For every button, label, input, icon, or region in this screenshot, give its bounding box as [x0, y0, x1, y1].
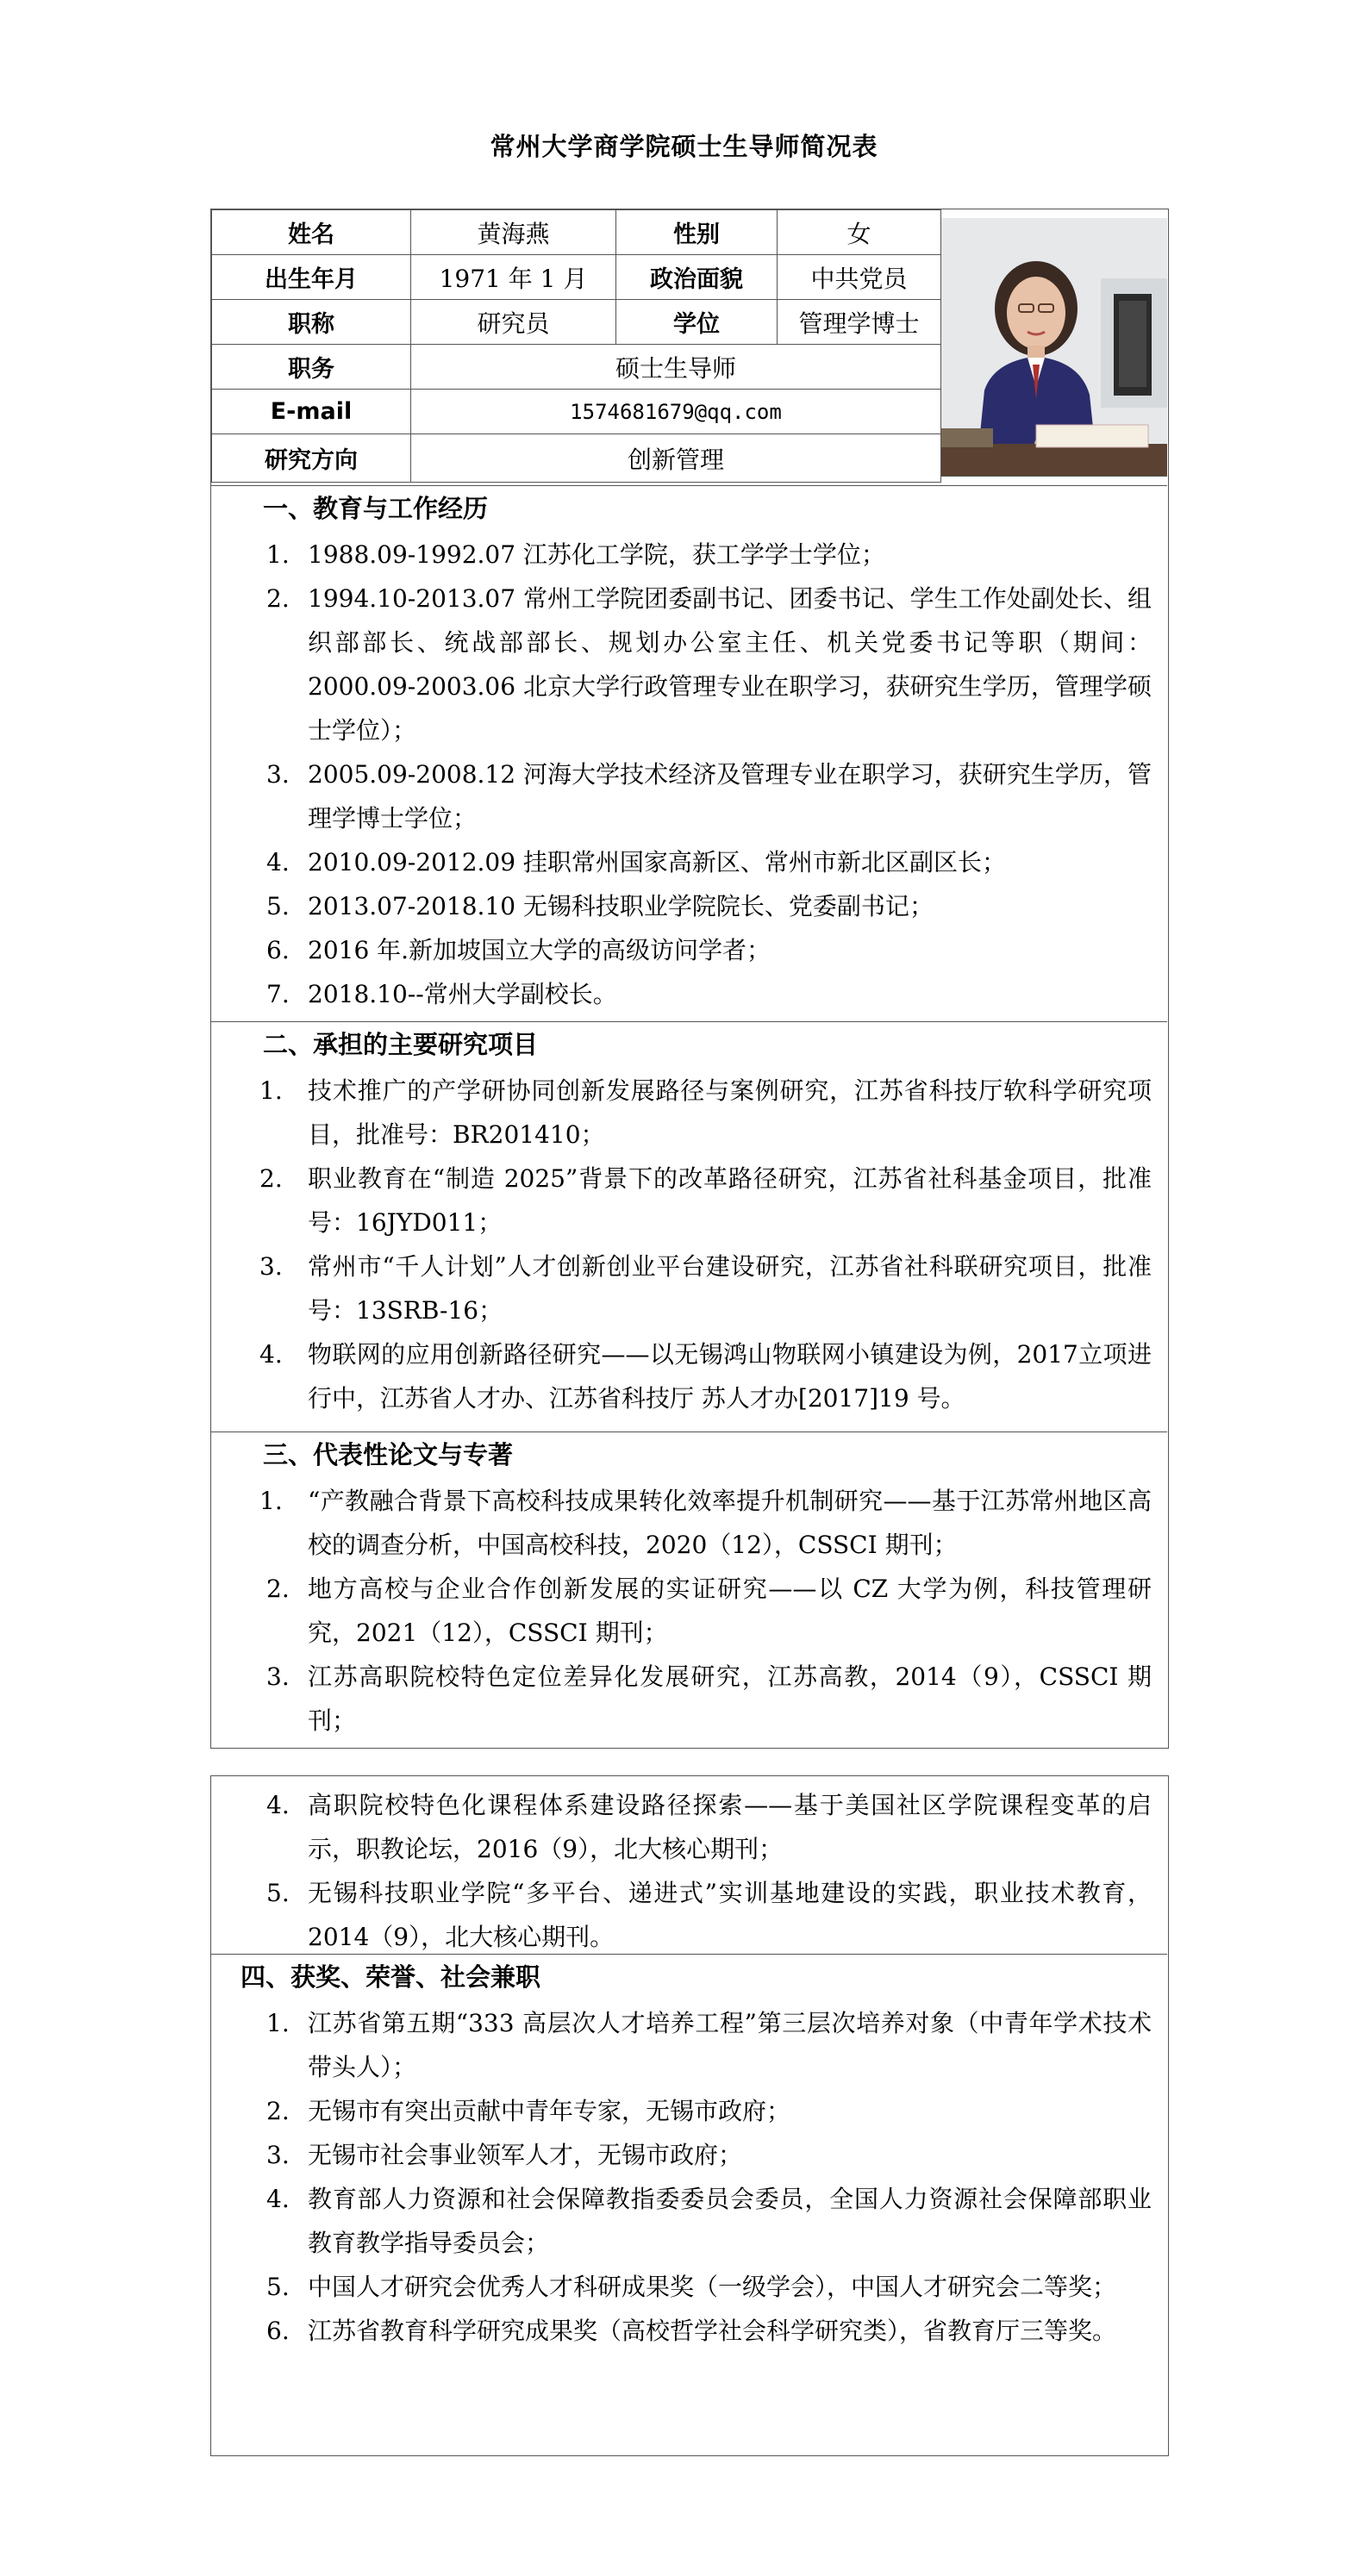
item-text: 常州市“千人计划”人才创新创业平台建设研究，江苏省社科联研究项目，批准号：13SRB-16； — [308, 1252, 1152, 1325]
list-item — [211, 840, 1167, 884]
papers-list — [211, 1479, 1167, 1743]
list-item — [211, 2265, 1167, 2309]
education-list — [211, 533, 1167, 1016]
birth-label: 出生年月 — [212, 255, 411, 300]
list-item — [211, 1332, 1167, 1420]
item-text: 江苏省第五期“333 高层次人才培养工程”第三层次培养对象（中青年学术技术带头人）； — [308, 2009, 1152, 2081]
gender-value: 女 — [778, 210, 941, 255]
research-value: 创新管理 — [411, 434, 941, 483]
item-number: 2. — [266, 584, 290, 613]
research-label: 研究方向 — [212, 434, 411, 483]
section-papers-continued — [211, 1776, 1167, 1954]
list-item — [211, 972, 1167, 1016]
item-text: 2016 年.新加坡国立大学的高级访问学者； — [308, 936, 771, 964]
item-text: 江苏省教育科学研究成果奖（高校哲学社会科学研究类），省教育厅三等奖。 — [308, 2317, 1117, 2345]
list-item — [211, 2133, 1167, 2177]
section-heading: 二、承担的主要研究项目 — [263, 1030, 539, 1059]
awards-list — [211, 2001, 1167, 2353]
item-text: 1994.10-2013.07 常州工学院团委副书记、团委书记、学生工作处副处长、组织部部长、统战部部长、规划办公室主任、机关党委书记等职（期间：2000.09-2003.06 北京大学行政管理专业在职学习，获研究生学历，管理学硕士学位）； — [308, 584, 1152, 745]
item-number: 2. — [266, 2097, 290, 2125]
item-text: 高职院校特色化课程体系建设路径探索——基于美国社区学院课程变革的启示，职教论坛，2016（9），北大核心期刊； — [308, 1791, 1152, 1863]
list-item — [211, 1157, 1167, 1244]
degree-value: 管理学博士 — [778, 300, 941, 345]
section-heading: 四、获奖、荣誉、社会兼职 — [240, 1962, 541, 1992]
list-item — [211, 1655, 1167, 1743]
list-item — [211, 533, 1167, 577]
personal-info — [211, 209, 1167, 485]
item-text: 2013.07-2018.10 无锡科技职业学院院长、党委副书记； — [308, 892, 934, 920]
name-label: 姓名 — [212, 210, 411, 255]
section-awards — [211, 1954, 1167, 2454]
item-number: 5. — [266, 2273, 290, 2301]
item-number: 7. — [266, 980, 290, 1008]
item-text: 教育部人力资源和社会保障教指委委员会委员，全国人力资源社会保障部职业教育教学指导委员会； — [308, 2185, 1152, 2257]
name-value: 黄海燕 — [411, 210, 616, 255]
gender-label: 性别 — [616, 210, 778, 255]
section-papers — [211, 1431, 1167, 1750]
item-number: 3. — [259, 1252, 283, 1281]
list-item — [211, 2089, 1167, 2133]
item-text: 2018.10--常州大学副校长。 — [308, 980, 617, 1008]
item-number: 1. — [259, 1487, 283, 1515]
section-heading: 三、代表性论文与专著 — [263, 1440, 514, 1469]
politics-label: 政治面貌 — [616, 255, 778, 300]
section-education — [211, 485, 1167, 1008]
item-text: 2005.09-2008.12 河海大学技术经济及管理专业在职学习，获研究生学历，管理学博士学位； — [308, 760, 1152, 833]
list-item — [211, 1479, 1167, 1567]
email-label: E-mail — [212, 390, 411, 434]
form-table-page1 — [210, 209, 1169, 1749]
item-text: 中国人才研究会优秀人才科研成果奖（一级学会），中国人才研究会二等奖； — [308, 2273, 1117, 2301]
list-item — [211, 1783, 1167, 1871]
item-text: 职业教育在“制造 2025”背景下的改革路径研究，江苏省社科基金项目，批准号：16JYD011； — [308, 1164, 1152, 1237]
item-text: 1988.09-1992.07 江苏化工学院，获工学学士学位； — [308, 540, 885, 569]
papers-list-continued — [211, 1783, 1167, 1959]
item-number: 4. — [266, 848, 290, 876]
list-item — [211, 2001, 1167, 2089]
item-number: 2. — [266, 1575, 290, 1603]
item-text: 物联网的应用创新路径研究——以无锡鸿山物联网小镇建设为例，2017立项进行中，江苏省人才办、江苏省科技厅 苏人才办[2017]19 号。 — [308, 1340, 1152, 1413]
item-number: 5. — [266, 892, 290, 920]
list-item — [211, 1567, 1167, 1655]
birth-value: 1971 年 1 月 — [411, 255, 616, 300]
list-item — [211, 577, 1167, 752]
politics-value: 中共党员 — [778, 255, 941, 300]
item-text: “产教融合背景下高校科技成果转化效率提升机制研究——基于江苏常州地区高校的调查分析，中国高校科技，2020（12），CSSCI 期刊； — [308, 1487, 1152, 1559]
item-number: 1. — [259, 1076, 283, 1105]
portrait-illustration — [941, 218, 1167, 477]
item-text: 地方高校与企业合作创新发展的实证研究——以 CZ 大学为例，科技管理研究，2021（12），CSSCI 期刊； — [308, 1575, 1152, 1647]
item-number: 3. — [266, 1662, 290, 1691]
list-item — [211, 884, 1167, 928]
list-item — [211, 2309, 1167, 2353]
item-number: 4. — [259, 1340, 283, 1369]
portrait-photo — [940, 218, 1167, 477]
item-number: 5. — [266, 1879, 290, 1907]
list-item — [211, 752, 1167, 840]
post-value: 硕士生导师 — [411, 345, 941, 390]
item-number: 4. — [266, 1791, 290, 1819]
item-text: 无锡市有突出贡献中青年专家，无锡市政府； — [308, 2097, 791, 2125]
email-value: 1574681679@qq.com — [411, 390, 941, 434]
list-item — [211, 2177, 1167, 2265]
section-heading: 一、教育与工作经历 — [263, 494, 489, 523]
item-number: 2. — [259, 1164, 283, 1193]
item-number: 3. — [266, 2141, 290, 2169]
page-title: 常州大学商学院硕士生导师简况表 — [490, 132, 878, 161]
form-table-page2 — [210, 1775, 1169, 2456]
item-number: 4. — [266, 2185, 290, 2213]
item-number: 6. — [266, 936, 290, 964]
section-projects — [211, 1021, 1167, 1431]
list-item — [211, 928, 1167, 972]
item-number: 3. — [266, 760, 290, 789]
item-number: 1. — [266, 2009, 290, 2037]
item-text: 2010.09-2012.09 挂职常州国家高新区、常州市新北区副区长； — [308, 848, 1006, 876]
list-item — [211, 1244, 1167, 1332]
item-text: 江苏高职院校特色定位差异化发展研究，江苏高教，2014（9），CSSCI 期刊； — [308, 1662, 1152, 1735]
degree-label: 学位 — [616, 300, 778, 345]
list-item — [211, 1871, 1167, 1959]
item-number: 6. — [266, 2317, 290, 2345]
post-label: 职务 — [212, 345, 411, 390]
projects-list — [211, 1069, 1167, 1420]
item-text: 无锡科技职业学院“多平台、递进式”实训基地建设的实践，职业技术教育，2014（9），北大核心期刊。 — [308, 1879, 1152, 1951]
item-text: 无锡市社会事业领军人才，无锡市政府； — [308, 2141, 743, 2169]
rank-label: 职称 — [212, 300, 411, 345]
info-grid — [211, 209, 941, 483]
list-item — [211, 1069, 1167, 1157]
item-number: 1. — [266, 540, 290, 569]
item-text: 技术推广的产学研协同创新发展路径与案例研究，江苏省科技厅软科学研究项目，批准号：BR201410； — [308, 1076, 1152, 1149]
rank-value: 研究员 — [411, 300, 616, 345]
